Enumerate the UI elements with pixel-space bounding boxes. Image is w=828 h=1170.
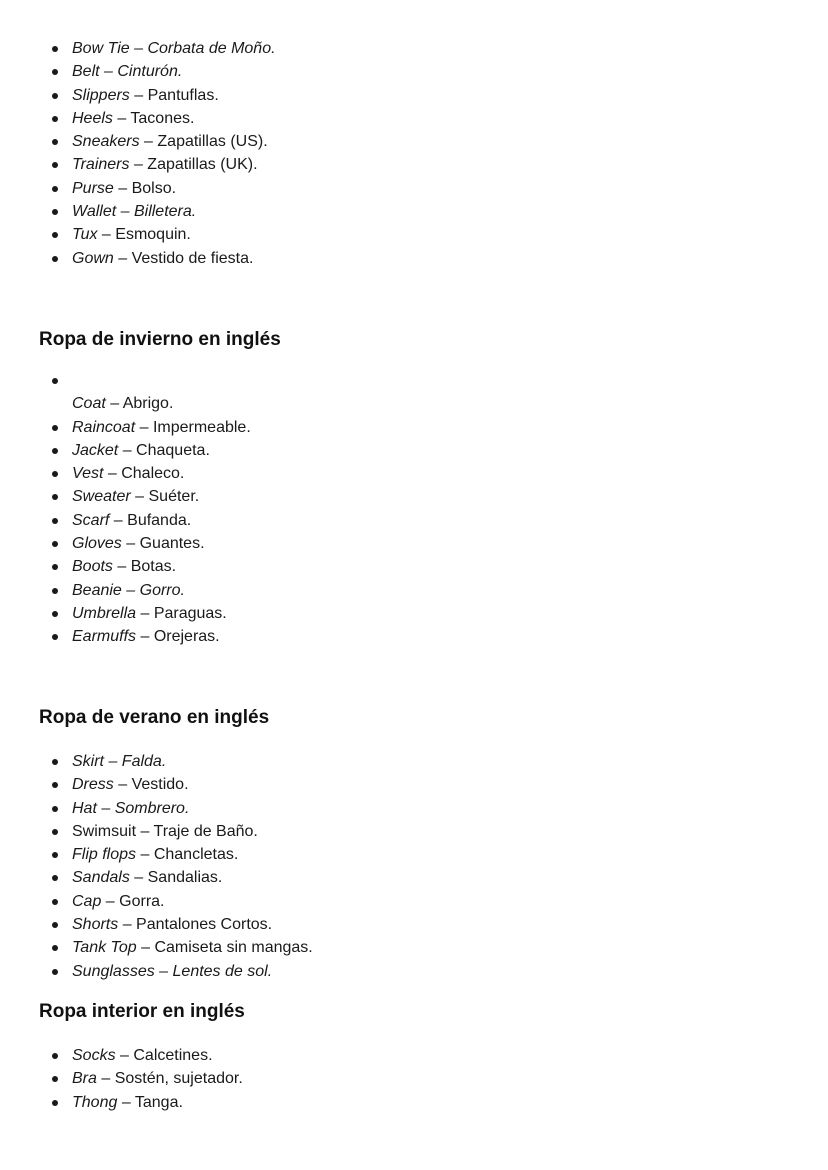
english-term: Vest bbox=[72, 465, 104, 483]
spanish-term: Bufanda. bbox=[127, 511, 192, 529]
spanish-term: Gorra. bbox=[119, 892, 165, 910]
summer-list bbox=[0, 750, 760, 983]
separator: – bbox=[129, 86, 148, 104]
english-term: Coat bbox=[72, 395, 106, 413]
english-term: Belt bbox=[72, 63, 100, 81]
spanish-term: Orejeras. bbox=[153, 628, 220, 646]
spanish-term: Cinturón. bbox=[117, 63, 183, 81]
english-term: Raincoat bbox=[72, 418, 136, 436]
list-item bbox=[0, 555, 760, 578]
spanish-term: Sombrero. bbox=[114, 799, 190, 817]
english-term: Boots bbox=[72, 558, 113, 576]
list-item bbox=[0, 200, 760, 223]
spanish-term: Gorro. bbox=[139, 581, 185, 599]
english-term: Umbrella bbox=[72, 604, 137, 622]
list-item bbox=[0, 625, 760, 648]
english-term: Bra bbox=[72, 1070, 97, 1088]
english-term: Gown bbox=[72, 249, 114, 267]
spanish-term: Chaqueta. bbox=[136, 441, 210, 459]
english-term: Cap bbox=[72, 892, 102, 910]
spanish-term: Tacones. bbox=[130, 109, 195, 127]
section-heading-underwear: Ropa interior en inglés bbox=[39, 1001, 245, 1022]
separator: – bbox=[116, 203, 134, 221]
english-term: Hat bbox=[72, 799, 97, 817]
list-item bbox=[0, 369, 760, 416]
spanish-term: Botas. bbox=[130, 558, 177, 576]
spanish-term: Abrigo. bbox=[122, 395, 174, 413]
list-item bbox=[0, 1067, 760, 1090]
english-term: Scarf bbox=[72, 511, 110, 529]
separator: – bbox=[118, 916, 137, 934]
separator: – bbox=[97, 226, 116, 244]
spanish-term: Camiseta sin mangas. bbox=[154, 939, 313, 957]
list-item bbox=[0, 153, 760, 176]
separator: – bbox=[104, 753, 122, 770]
list-item bbox=[0, 1044, 760, 1067]
spanish-term: Suéter. bbox=[148, 488, 200, 506]
english-term: Tux bbox=[72, 226, 98, 244]
spanish-term: Sandalias. bbox=[147, 869, 223, 887]
list-item bbox=[0, 60, 760, 83]
spanish-term: Sostén, sujetador. bbox=[114, 1070, 243, 1088]
separator: – bbox=[139, 133, 158, 151]
list-item bbox=[0, 462, 760, 485]
english-term: Jacket bbox=[72, 441, 119, 459]
separator: – bbox=[99, 63, 118, 81]
separator: – bbox=[154, 962, 173, 980]
list-item bbox=[0, 890, 760, 913]
separator: – bbox=[129, 40, 148, 57]
english-term: Sandals bbox=[72, 869, 130, 887]
spanish-term: Vestido de fiesta. bbox=[131, 249, 254, 267]
section-heading-summer: Ropa de verano en inglés bbox=[39, 707, 270, 728]
spanish-term: Impermeable. bbox=[152, 418, 251, 436]
list-item-text: Swimsuit – Traje de Baño. bbox=[72, 822, 258, 840]
separator: – bbox=[96, 799, 115, 817]
english-term: Sunglasses bbox=[72, 962, 155, 980]
spanish-term: Zapatillas (UK). bbox=[147, 156, 258, 174]
separator: – bbox=[130, 488, 149, 506]
english-term: Thong bbox=[72, 1093, 118, 1111]
separator: – bbox=[136, 939, 155, 957]
english-term: Bow Tie bbox=[72, 40, 130, 57]
separator: – bbox=[105, 395, 123, 413]
english-term: Heels bbox=[72, 109, 113, 127]
spanish-term: Calcetines. bbox=[133, 1047, 213, 1064]
list-item bbox=[0, 223, 760, 246]
english-term: Shorts bbox=[72, 916, 119, 934]
winter-list bbox=[0, 369, 760, 649]
spanish-term: Bolso. bbox=[131, 179, 177, 197]
list-item bbox=[0, 843, 760, 866]
underwear-list bbox=[0, 1044, 760, 1114]
spanish-term: Tanga. bbox=[134, 1093, 183, 1111]
separator: – bbox=[112, 109, 131, 127]
separator: – bbox=[136, 846, 154, 864]
english-term: Skirt bbox=[72, 753, 104, 770]
spanish-term: Lentes de sol. bbox=[172, 962, 273, 980]
english-term: Wallet bbox=[72, 203, 117, 221]
list-item bbox=[0, 750, 760, 773]
spanish-term: Corbata de Moño. bbox=[147, 40, 276, 57]
separator: – bbox=[96, 1070, 115, 1088]
separator: – bbox=[103, 465, 122, 483]
english-term: Dress bbox=[72, 776, 114, 794]
spanish-term: Chaleco. bbox=[121, 465, 185, 483]
list-item bbox=[0, 936, 760, 959]
separator: – bbox=[135, 418, 153, 436]
spanish-term: Esmoquin. bbox=[115, 226, 191, 244]
separator: – bbox=[109, 511, 128, 529]
list-item bbox=[0, 1091, 760, 1114]
list-item bbox=[0, 913, 760, 936]
list-item bbox=[0, 177, 760, 200]
separator: – bbox=[101, 892, 120, 910]
spanish-term: Pantuflas. bbox=[147, 86, 219, 104]
separator: – bbox=[118, 441, 137, 459]
separator: – bbox=[121, 535, 140, 553]
list-item bbox=[0, 509, 760, 532]
list-item bbox=[0, 439, 760, 462]
separator: – bbox=[115, 1047, 134, 1064]
spanish-term: Falda. bbox=[121, 753, 167, 770]
separator: – bbox=[113, 776, 132, 794]
spanish-term: Paraguas. bbox=[153, 604, 227, 622]
separator: – bbox=[112, 558, 131, 576]
spanish-term: Zapatillas (US). bbox=[157, 133, 268, 151]
english-term: Gloves bbox=[72, 535, 122, 553]
list-item bbox=[0, 866, 760, 889]
list-item bbox=[0, 773, 760, 796]
list-item bbox=[0, 532, 760, 555]
spanish-term: Vestido. bbox=[131, 776, 189, 794]
spanish-term: Chancletas. bbox=[153, 846, 239, 864]
list-item bbox=[0, 485, 760, 508]
separator: – bbox=[117, 1093, 135, 1111]
english-term: Slippers bbox=[72, 86, 130, 104]
english-term: Flip flops bbox=[72, 846, 137, 864]
list-item bbox=[0, 247, 760, 270]
list-item bbox=[0, 37, 760, 60]
english-term: Purse bbox=[72, 179, 114, 197]
list-item-text bbox=[72, 392, 173, 415]
separator: – bbox=[136, 628, 154, 646]
english-term: Sweater bbox=[72, 488, 131, 506]
english-term: Beanie bbox=[72, 581, 122, 599]
english-term: Socks bbox=[72, 1047, 116, 1064]
list-item bbox=[0, 960, 760, 983]
list-item bbox=[0, 84, 760, 107]
accessories-list bbox=[0, 37, 760, 270]
list-item bbox=[0, 797, 760, 820]
spanish-term: Pantalones Cortos. bbox=[136, 916, 273, 934]
spanish-term: Billetera. bbox=[133, 203, 197, 221]
separator: – bbox=[129, 869, 148, 887]
list-item bbox=[0, 579, 760, 602]
separator: – bbox=[129, 156, 148, 174]
english-term: Tank Top bbox=[72, 939, 137, 957]
section-heading-winter: Ropa de invierno en inglés bbox=[39, 329, 281, 350]
separator: – bbox=[121, 581, 140, 599]
separator: – bbox=[113, 249, 132, 267]
separator: – bbox=[113, 179, 132, 197]
list-item bbox=[0, 107, 760, 130]
list-item bbox=[0, 820, 760, 843]
separator: – bbox=[136, 604, 154, 622]
english-term: Sneakers bbox=[72, 133, 140, 151]
list-item bbox=[0, 130, 760, 153]
spanish-term: Guantes. bbox=[139, 535, 205, 553]
list-item bbox=[0, 416, 760, 439]
english-term: Earmuffs bbox=[72, 628, 137, 646]
list-item bbox=[0, 602, 760, 625]
english-term: Trainers bbox=[72, 156, 130, 174]
